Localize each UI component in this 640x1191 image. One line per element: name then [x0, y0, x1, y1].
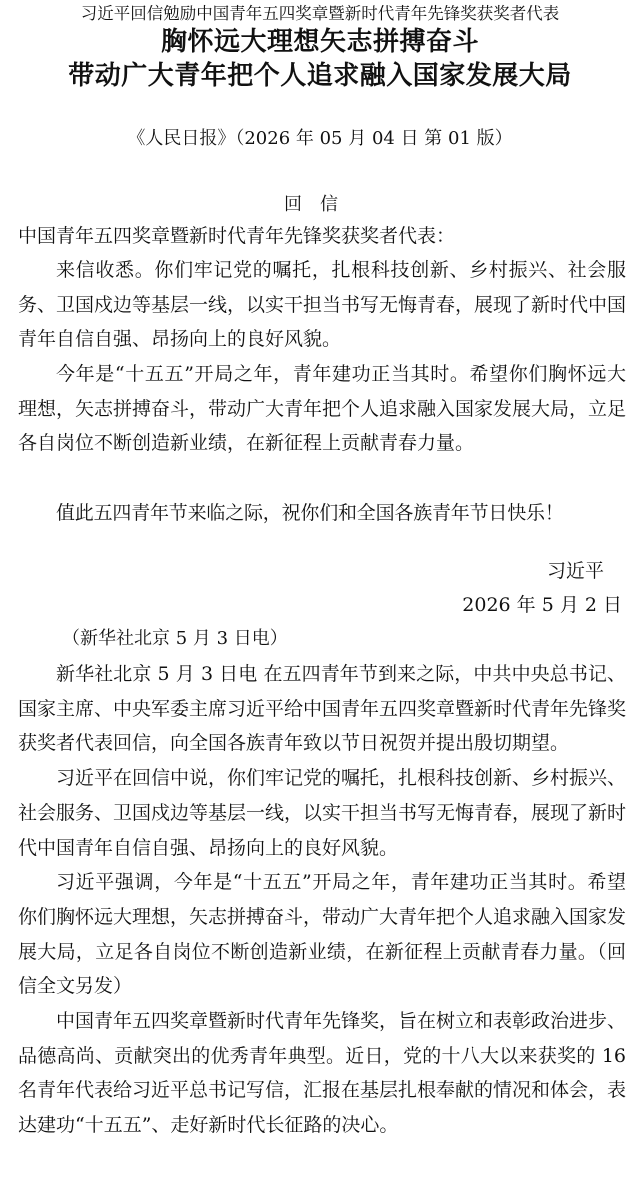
letter-salutation: 中国青年五四奖章暨新时代青年先锋奖获奖者代表：	[18, 225, 456, 247]
news-body	[18, 657, 626, 1143]
letter-date: 2026 年 5 月 2 日	[462, 594, 622, 616]
news-paragraph: 新华社北京 5 月 3 日电 在五四青年节到来之际，中共中央总书记、国家主席、中央军委主席习近平给中国青年五四奖章暨新时代青年先锋奖获奖者代表回信，向全国各族青年致以节日祝贺并提出殷切期望。	[18, 663, 627, 755]
news-paragraph: 习近平在回信中说，你们牢记党的嘱托，扎根科技创新、乡村振兴、社会服务、卫国戍边等基层一线，以实干担当书写无悔青春，展现了新时代中国青年自信自强、昂扬向上的良好风貌。	[18, 767, 627, 859]
letter-paragraph: 值此五四青年节来临之际，祝你们和全国各族青年节日快乐！	[56, 502, 564, 524]
article-lead: 习近平回信勉励中国青年五四奖章暨新时代青年先锋奖获奖者代表	[80, 4, 560, 23]
news-paragraph: 习近平强调，今年是“十五五”开局之年，青年建功正当其时。希望你们胸怀远大理想，矢志拼搏奋斗，带动广大青年把个人追求融入国家发展大局，立足各自岗位不断创造新业绩，在新征程上贡献青春力量。（回信全文另发）	[18, 871, 627, 998]
headline-line-1: 胸怀远大理想矢志拼搏奋斗	[160, 27, 479, 57]
letter-paragraph: 今年是“十五五”开局之年，青年建功正当其时。希望你们胸怀远大理想，矢志拼搏奋斗，带动广大青年把个人追求融入国家发展大局，立足各自岗位不断创造新业绩，在新征程上贡献青春力量。	[18, 363, 627, 455]
source-line: 《人民日报》（2026 年 05 月 04 日 第 01 版）	[127, 128, 513, 149]
headline-line-2: 带动广大青年把个人追求融入国家发展大局	[68, 61, 572, 91]
news-paragraph: 中国青年五四奖章暨新时代青年先锋奖，旨在树立和表彰政治进步、品德高尚、贡献突出的优秀青年典型。近日，党的十八大以来获奖的 16 名青年代表给习近平总书记写信，汇报在基层扎根奉献的情况和体会，表达建功“十五五”、走好新时代长征路的决心。	[18, 1010, 627, 1137]
letter-title: 回信	[284, 194, 356, 215]
news-dateline: （新华社北京 5 月 3 日电）	[62, 628, 288, 649]
letter-paragraph: 来信收悉。你们牢记党的嘱托，扎根科技创新、乡村振兴、社会服务、卫国戍边等基层一线，以实干担当书写无悔青春，展现了新时代中国青年自信自强、昂扬向上的良好风貌。	[18, 259, 627, 351]
letter-signature: 习近平	[546, 560, 604, 582]
